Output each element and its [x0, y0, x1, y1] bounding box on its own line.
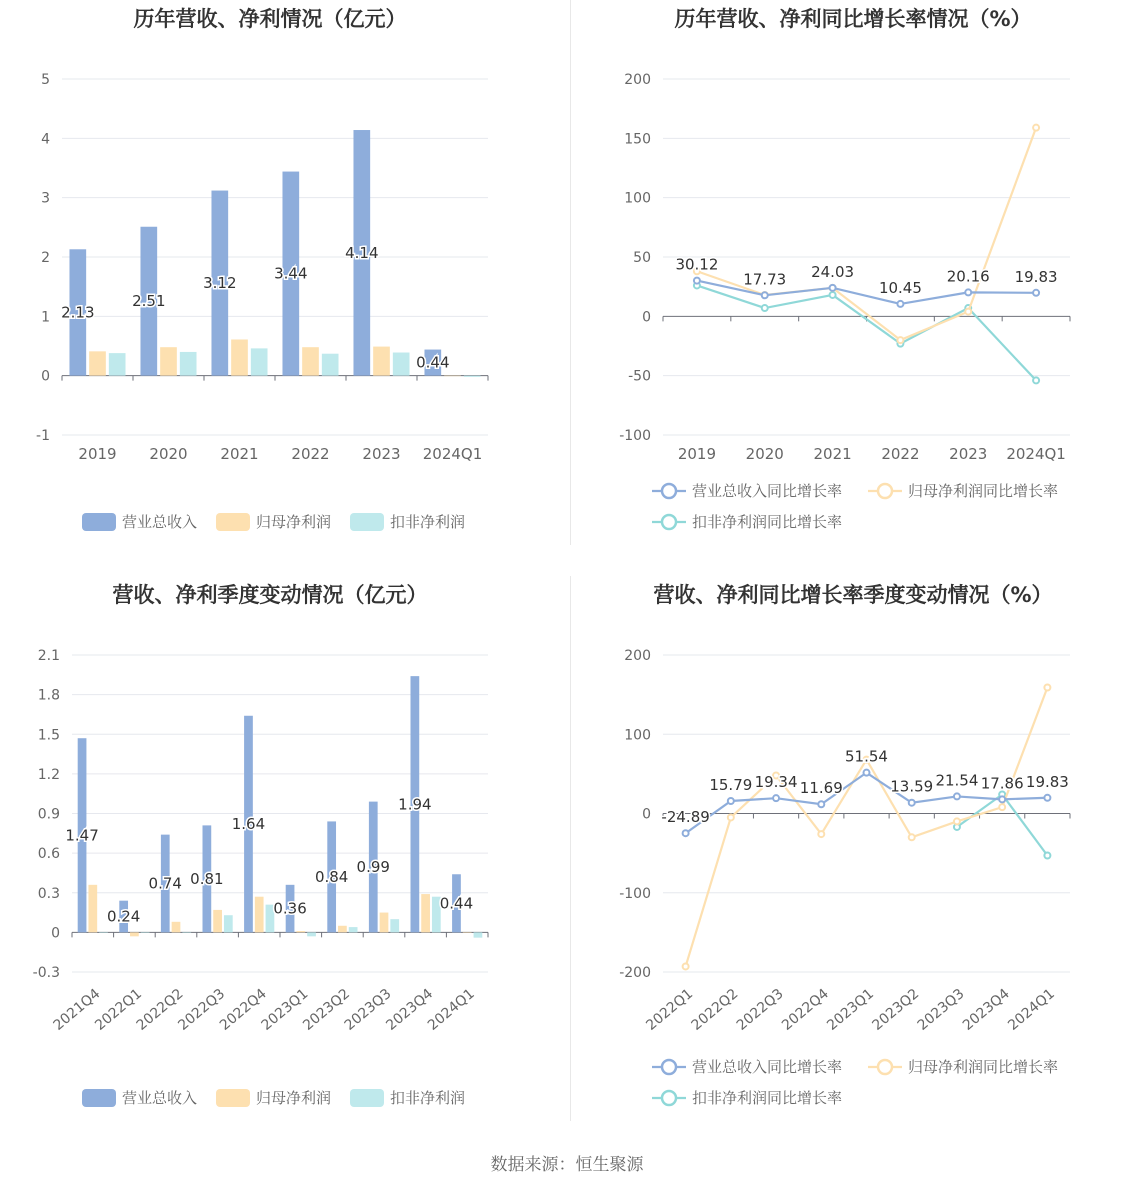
- bar-data-label: 0.81: [190, 869, 224, 888]
- line-data-label: 17.86: [980, 774, 1024, 793]
- x-tick-label: 2023Q1: [258, 985, 312, 1034]
- y-tick-label: 0: [41, 368, 50, 385]
- x-tick-label: 2021: [813, 445, 852, 463]
- line-data-label: 21.54: [935, 771, 979, 790]
- line-data-label: 30.12: [675, 255, 719, 274]
- quarterly-growth-rate-chart: [567, 576, 1134, 1146]
- y-tick-label: -100: [619, 885, 651, 902]
- line-data-label: 20.16: [946, 267, 990, 286]
- chart-title: 营收、净利季度变动情况（亿元）: [112, 583, 428, 607]
- bar-data-label: 0.36: [273, 899, 307, 918]
- y-tick-label: 1.5: [37, 727, 60, 744]
- bar-data-label: 3.44: [274, 264, 308, 283]
- y-tick-label: 50: [633, 250, 651, 266]
- x-tick-label: 2023: [362, 445, 401, 463]
- legend-label: 扣非净利润同比增长率: [692, 513, 843, 531]
- y-tick-label: -0.3: [32, 965, 60, 981]
- bar-data-label: 2.13: [61, 303, 95, 322]
- x-tick-label: 2022: [291, 445, 330, 463]
- y-tick-label: -1: [36, 428, 50, 444]
- x-tick-label: 2024Q1: [422, 445, 483, 463]
- legend-label: 营业总收入同比增长率: [692, 1058, 843, 1076]
- line-data-label: 19.83: [1014, 267, 1058, 286]
- y-tick-label: 0.6: [37, 846, 60, 863]
- series-point-0: [773, 795, 779, 801]
- x-tick-label: 2023Q3: [341, 985, 395, 1034]
- bar-data-label: 0.84: [314, 867, 349, 886]
- series-point-1: [818, 831, 824, 837]
- bar-data-label: 3.12: [203, 274, 237, 293]
- x-tick-label: 2022Q3: [733, 985, 787, 1034]
- vertical-divider: [570, 576, 571, 1121]
- series-line-1: [686, 687, 1048, 966]
- y-tick-label: 0: [642, 806, 651, 823]
- x-tick-label: 2022Q2: [133, 985, 187, 1034]
- series-point-0: [683, 830, 689, 836]
- series-point-0: [909, 800, 915, 806]
- bar-data-label: 1.64: [231, 815, 266, 834]
- x-tick-label: 2020: [149, 445, 188, 463]
- series-point-0: [954, 793, 960, 799]
- x-tick-label: 2022Q4: [779, 985, 832, 1034]
- series-point-0: [999, 796, 1005, 802]
- series-point-1: [909, 834, 915, 840]
- line-data-label: -24.89: [661, 808, 710, 827]
- series-point-0: [818, 801, 824, 807]
- x-tick-label: 2020: [745, 445, 784, 463]
- x-tick-label: 2023Q3: [914, 985, 968, 1034]
- legend-label: 营业总收入: [122, 513, 198, 531]
- legend-label: 归母净利润同比增长率: [908, 1058, 1059, 1076]
- x-tick-label: 2023: [949, 445, 988, 463]
- data-source-note: 数据来源：恒生聚源: [490, 1155, 644, 1175]
- x-tick-label: 2023Q4: [383, 985, 437, 1034]
- y-tick-label: 0: [642, 309, 651, 326]
- series-point-1: [954, 818, 960, 824]
- line-data-label: 10.45: [878, 278, 922, 297]
- x-tick-label: 2023Q2: [869, 985, 923, 1034]
- x-tick-label: 2019: [78, 445, 117, 463]
- legend-label: 营业总收入: [122, 1089, 198, 1107]
- y-tick-label: 0: [51, 925, 60, 942]
- y-tick-label: 200: [624, 72, 651, 88]
- y-tick-label: 150: [624, 131, 651, 148]
- y-tick-label: -100: [619, 428, 651, 444]
- y-tick-label: 1: [41, 309, 50, 326]
- y-tick-label: 0.9: [37, 806, 60, 823]
- y-tick-label: 2: [41, 250, 50, 266]
- x-tick-label: 2024Q1: [424, 985, 478, 1034]
- bar-data-label: 0.44: [439, 894, 474, 913]
- y-tick-label: 100: [624, 190, 651, 207]
- series-point-0: [1044, 795, 1050, 801]
- legend-marker-0: [662, 1060, 676, 1074]
- legend-label: 归母净利润同比增长率: [908, 482, 1059, 500]
- x-tick-label: 2022Q1: [92, 985, 145, 1034]
- x-tick-label: 2023Q4: [959, 985, 1013, 1034]
- x-tick-label: 2024Q1: [1005, 985, 1058, 1034]
- legend-marker-2: [662, 1091, 676, 1105]
- bar-data-label: 1.94: [398, 795, 432, 814]
- line-data-label: 24.03: [811, 262, 855, 281]
- series-point-1: [683, 963, 689, 969]
- x-tick-label: 2019: [677, 445, 717, 463]
- x-tick-label: 2022Q3: [175, 985, 229, 1034]
- bar-data-label: 1.47: [65, 826, 99, 845]
- y-tick-label: 5: [41, 72, 50, 88]
- legend-marker-1: [878, 1060, 892, 1074]
- line-data-label: 19.34: [754, 773, 798, 792]
- bar-data-label: 0.99: [356, 857, 390, 876]
- x-tick-label: 2021Q4: [50, 985, 104, 1034]
- legend-label: 扣非净利润同比增长率: [692, 1089, 843, 1107]
- x-tick-label: 2024Q1: [1006, 445, 1066, 463]
- legend-label: 归母净利润: [256, 1089, 332, 1107]
- bar-data-label: 0.74: [148, 874, 182, 893]
- x-tick-label: 2022Q1: [643, 985, 697, 1034]
- y-tick-label: 0.3: [37, 885, 60, 902]
- line-data-label: 13.59: [890, 777, 934, 796]
- chart-title: 历年营收、净利情况（亿元）: [133, 7, 407, 31]
- x-tick-label: 2022: [881, 445, 920, 463]
- line-data-label: 19.83: [1025, 772, 1069, 791]
- y-tick-label: 4: [41, 131, 50, 148]
- series-point-1: [1044, 684, 1050, 690]
- x-tick-label: 2022Q2: [688, 985, 742, 1034]
- legend-label: 扣非净利润: [390, 513, 466, 531]
- series-point-0: [728, 798, 734, 804]
- x-tick-label: 2022Q4: [216, 985, 270, 1034]
- chart-title: 历年营收、净利同比增长率情况（%）: [674, 7, 1032, 31]
- bar-data-label: 0.44: [416, 353, 450, 372]
- y-tick-label: 1.2: [37, 766, 60, 783]
- y-tick-label: 3: [41, 190, 50, 207]
- line-data-label: 51.54: [845, 747, 888, 766]
- x-tick-label: 2023Q1: [824, 985, 878, 1034]
- series-point-2: [1044, 853, 1050, 859]
- series-point-0: [864, 770, 870, 776]
- chart-title: 营收、净利同比增长率季度变动情况（%）: [653, 583, 1053, 607]
- vertical-divider: [570, 0, 571, 545]
- series-point-1: [999, 804, 1005, 810]
- bar-data-label: 2.51: [132, 292, 166, 311]
- y-tick-label: 200: [624, 648, 651, 664]
- legend-label: 营业总收入同比增长率: [692, 482, 843, 500]
- x-tick-label: 2021: [220, 445, 259, 463]
- y-tick-label: 1.8: [37, 687, 60, 704]
- y-tick-label: -50: [628, 368, 651, 385]
- line-data-label: 17.73: [743, 270, 787, 289]
- bar-data-label: 0.24: [106, 907, 141, 926]
- line-data-label: 11.69: [799, 779, 843, 798]
- line-data-label: 15.79: [709, 775, 753, 794]
- legend-label: 扣非净利润: [390, 1089, 466, 1107]
- y-tick-label: -200: [619, 965, 651, 981]
- y-tick-label: 100: [624, 727, 651, 744]
- bar-data-label: 4.14: [345, 243, 379, 262]
- series-point-1: [728, 814, 734, 820]
- legend-label: 归母净利润: [256, 513, 332, 531]
- y-tick-label: 2.1: [37, 648, 60, 664]
- x-tick-label: 2023Q2: [300, 985, 353, 1034]
